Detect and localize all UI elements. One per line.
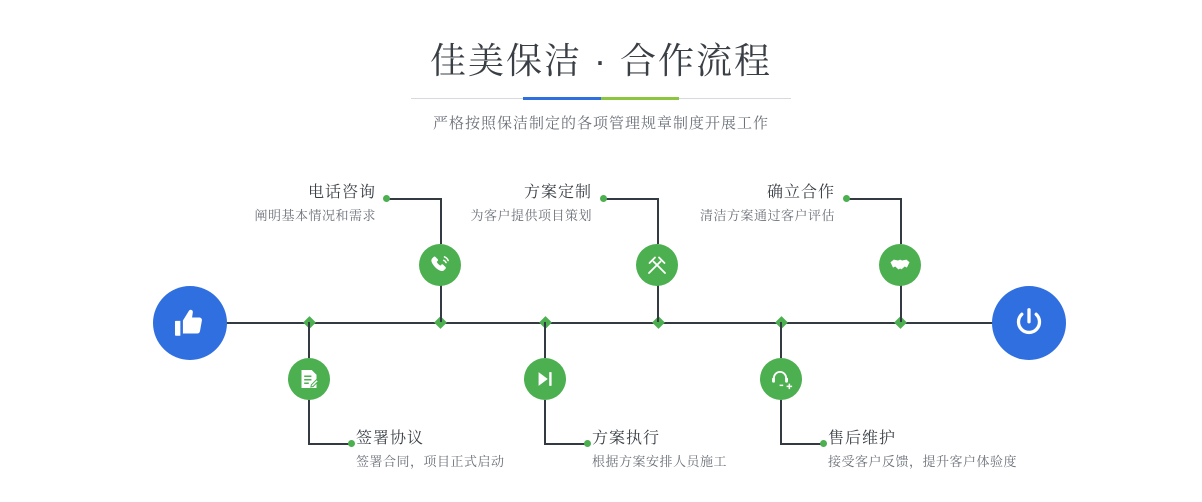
step-title-6: 售后维护 xyxy=(828,430,897,447)
step-icon-6[interactable] xyxy=(760,358,802,400)
connector-step-5-riser xyxy=(900,198,902,244)
document-edit-icon xyxy=(297,367,321,391)
connector-step-5-stem xyxy=(900,284,902,322)
connector-step-1-dot xyxy=(383,195,390,202)
step-desc-1: 阐明基本情况和需求 xyxy=(254,208,376,223)
step-title-1: 电话咨询 xyxy=(307,184,376,201)
connector-step-4-stem xyxy=(544,322,546,358)
pen-tools-icon xyxy=(645,253,669,277)
step-icon-4[interactable] xyxy=(524,358,566,400)
timeline-axis xyxy=(160,322,1040,324)
step-desc-5: 清洁方案通过客户评估 xyxy=(699,208,835,223)
step-icon-3[interactable] xyxy=(636,244,678,286)
connector-step-6-arm xyxy=(780,443,822,445)
connector-step-5-arm xyxy=(847,198,902,200)
step-desc-4: 根据方案安排人员施工 xyxy=(592,454,728,469)
step-title-3: 方案定制 xyxy=(523,184,592,201)
connector-step-2-stem xyxy=(308,322,310,358)
connector-step-4-riser xyxy=(544,400,546,444)
connector-step-2-riser xyxy=(308,400,310,444)
page-title: 佳美保洁 · 合作流程 xyxy=(430,40,772,81)
step-label-5 xyxy=(645,182,835,226)
connector-step-6-dot xyxy=(820,440,827,447)
step-label-3 xyxy=(400,182,592,226)
phone-ring-icon xyxy=(428,253,452,277)
step-desc-6: 接受客户反馈，提升客户体验度 xyxy=(828,454,1018,469)
step-icon-2[interactable] xyxy=(288,358,330,400)
thumbs-up-icon xyxy=(173,306,207,340)
step-desc-3: 为客户提供项目策划 xyxy=(470,208,592,223)
step-label-2 xyxy=(356,428,586,472)
step-icon-1[interactable] xyxy=(419,244,461,286)
connector-step-5-dot xyxy=(843,195,850,202)
connector-step-3-stem xyxy=(657,284,659,322)
step-title-5: 确立合作 xyxy=(766,184,835,201)
step-title-4: 方案执行 xyxy=(592,430,661,447)
timeline-start-badge xyxy=(153,286,227,360)
support-agent-icon xyxy=(769,367,793,391)
connector-step-6-stem xyxy=(780,322,782,358)
step-label-6 xyxy=(828,428,1078,472)
step-label-4 xyxy=(592,428,822,472)
connector-step-2-arm xyxy=(308,443,350,445)
step-title-2: 签署协议 xyxy=(356,430,425,447)
step-label-1 xyxy=(180,182,376,226)
page-subtitle: 严格按照保洁制定的各项管理规章制度开展工作 xyxy=(432,115,769,132)
timeline-end-badge xyxy=(992,286,1066,360)
connector-step-2-dot xyxy=(348,440,355,447)
step-icon-5[interactable] xyxy=(879,244,921,286)
power-icon xyxy=(1011,305,1047,341)
connector-step-1-stem xyxy=(440,284,442,322)
play-next-icon xyxy=(534,368,556,390)
connector-step-3-dot xyxy=(600,195,607,202)
connector-step-4-arm xyxy=(544,443,586,445)
connector-step-6-riser xyxy=(780,400,782,444)
handshake-icon xyxy=(888,253,912,277)
connector-step-4-dot xyxy=(584,440,591,447)
step-desc-2: 签署合同，项目正式启动 xyxy=(356,454,505,469)
